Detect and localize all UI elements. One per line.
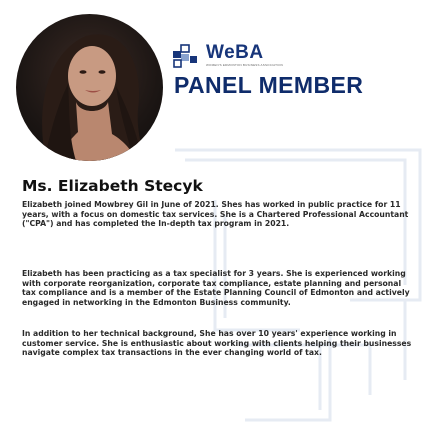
building-blocks-icon: [171, 40, 203, 70]
profile-photo: [16, 14, 163, 161]
bio-paragraph-2: Elizabeth has been practicing as a tax specialist for 3 years. She is experienced working with corporate reorganization, corporate tax compliance, estate planning and personal tax compliance and is a member of the Estate Planning Council of Edmonton and actively engaged in networking in the Edmonton Business community.: [22, 269, 410, 307]
bio-paragraph-3: In addition to her technical background, She has over 10 years' experience working in customer service. She is enthusiastic about working with clients helping their businesses navigate complex tax transactions in the ever changing world of tax.: [22, 329, 412, 358]
member-name: Ms. Elizabeth Stecyk: [22, 177, 203, 195]
logo-tagline: WOMEN'S EDMONTON BUSINESS ASSOCIATION: [206, 63, 284, 67]
bio-paragraph-1: Elizabeth joined Mowbrey Gil in June of 2021. Shes has worked in public practice for 11 years, with a focus on domestic tax services. She is a Chartered Professional Accountant ("CPA") and has completed the In-depth tax program in 2021.: [22, 200, 409, 229]
person-portrait-icon: [16, 14, 163, 161]
logo-wordmark: WeBA: [206, 42, 264, 63]
weba-logo: [171, 40, 283, 70]
page-title: PANEL MEMBER: [174, 72, 364, 98]
